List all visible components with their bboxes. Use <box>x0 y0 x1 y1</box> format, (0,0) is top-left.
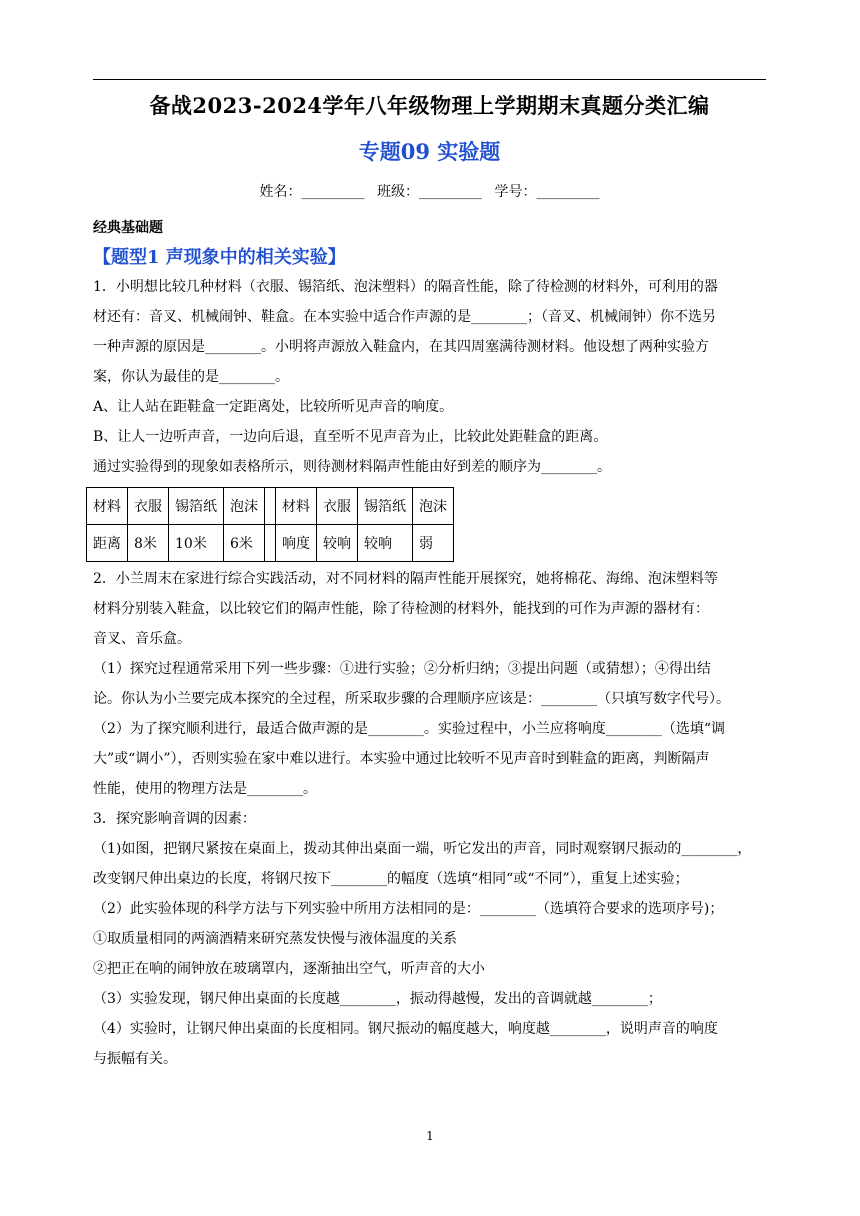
student-info <box>93 181 766 201</box>
page-number: 1 <box>426 1129 434 1143</box>
name-field: 姓名：_________ <box>259 184 365 200</box>
table-cell: 锡箔纸 <box>169 488 224 525</box>
q2-line: 论。你认为小兰要完成本探究的全过程，所采取步骤的合理顺序应该是：________（只填写数字代号）。 <box>93 691 730 707</box>
question-3 <box>93 804 766 1074</box>
q3-line: ②把正在响的闹钟放在玻璃罩内，逐渐抽出空气，听声音的大小 <box>93 961 485 977</box>
table-gap-cell <box>265 488 276 525</box>
q1-option-a: A、让人站在距鞋盒一定距离处，比较所听见声音的响度。 <box>93 399 454 415</box>
q3-line: （2）此实验体现的科学方法与下列实验中所用方法相同的是：________（选填符合要求的选项序号)； <box>93 901 724 917</box>
q1-line: 1．小明想比较几种材料（衣服、锡箔纸、泡沫塑料）的隔音性能，除了待检测的材料外，可利用的器 <box>93 279 718 295</box>
q3-line: （4）实验时，让钢尺伸出桌面的长度相同。钢尺振动的幅度越大，响度越________，说明声音的响度 <box>93 1021 718 1037</box>
number-field: 学号：_________ <box>494 184 600 200</box>
table-cell: 材料 <box>276 488 317 525</box>
q2-line: （1）探究过程通常采用下列一些步骤：①进行实验；②分析归纳；③提出问题（或猜想）；④得出结 <box>93 661 711 677</box>
question-1 <box>93 272 766 482</box>
q1-line: 通过实验得到的现象如表格所示，则待测材料隔声性能由好到差的顺序为________。 <box>93 459 611 475</box>
table-cell: 6米 <box>224 525 265 562</box>
table-cell: 泡沫 <box>224 488 265 525</box>
table-gap-cell <box>265 525 276 562</box>
q3-line: ①取质量相同的两滴酒精来研究蒸发快慢与液体温度的关系 <box>93 931 457 947</box>
question-2 <box>93 564 766 804</box>
table-cell: 较响 <box>317 525 358 562</box>
q2-line: 性能，使用的物理方法是________。 <box>93 781 317 797</box>
results-table <box>86 487 454 562</box>
table-cell: 响度 <box>276 525 317 562</box>
q1-line: 材还有：音叉、机械闹钟、鞋盒。在本实验中适合作声源的是________；（音叉、机械闹钟）你不选另 <box>93 309 716 325</box>
q1-line: 案，你认为最佳的是________。 <box>93 369 289 385</box>
q3-line: 与振幅有关。 <box>93 1051 177 1067</box>
q2-line: 音叉、音乐盒。 <box>93 631 191 647</box>
document-title: 备战2023-2024学年八年级物理上学期期末真题分类汇编 <box>149 93 710 118</box>
q2-line: 大”或“调小”），否则实验在家中难以进行。本实验中通过比较听不见声音时到鞋盒的距离，判断隔声 <box>93 751 710 767</box>
section-heading: 经典基础题 <box>93 220 163 236</box>
table-cell: 距离 <box>87 525 128 562</box>
table-row <box>87 488 454 525</box>
table-row <box>87 525 454 562</box>
table-cell: 材料 <box>87 488 128 525</box>
table-cell: 弱 <box>413 525 454 562</box>
class-field: 班级：_________ <box>377 184 482 200</box>
q1-option-b: B、让人一边听声音，一边向后退，直至听不见声音为止，比较此处距鞋盒的距离。 <box>93 429 608 445</box>
q2-line: 2．小兰周末在家进行综合实践活动，对不同材料的隔声性能开展探究，她将棉花、海绵、泡沫塑料等 <box>93 571 718 587</box>
document-subtitle: 专题09 实验题 <box>358 139 501 164</box>
header-rule <box>93 79 766 80</box>
q3-line: （1)如图，把钢尺紧按在桌面上，拨动其伸出桌面一端，听它发出的声音，同时观察钢尺振动的________， <box>93 841 752 857</box>
table-cell: 衣服 <box>128 488 169 525</box>
question-type-heading: 【题型1 声现象中的相关实验】 <box>93 247 346 268</box>
table-cell: 锡箔纸 <box>358 488 413 525</box>
table-cell: 10米 <box>169 525 224 562</box>
table-cell: 泡沫 <box>413 488 454 525</box>
q1-line: 一种声源的原因是________。小明将声源放入鞋盒内，在其四周塞满待测材料。他设想了两种实验方 <box>93 339 709 355</box>
q3-line: （3）实验发现，钢尺伸出桌面的长度越________，振动得越慢，发出的音调就越________； <box>93 991 662 1007</box>
q3-line: 3．探究影响音调的因素： <box>93 811 256 827</box>
table-cell: 衣服 <box>317 488 358 525</box>
table-cell: 较响 <box>358 525 413 562</box>
q2-line: （2）为了探究顺利进行，最适合做声源的是________。实验过程中，小兰应将响度________（选填“调 <box>93 721 726 737</box>
table-cell: 8米 <box>128 525 169 562</box>
q2-line: 材料分别装入鞋盒，以比较它们的隔声性能，除了待检测的材料外，能找到的可作为声源的器材有： <box>93 601 709 617</box>
q3-line: 改变钢尺伸出桌边的长度，将钢尺按下________的幅度（选填“相同“或“不同”），重复上述实验； <box>93 871 689 887</box>
